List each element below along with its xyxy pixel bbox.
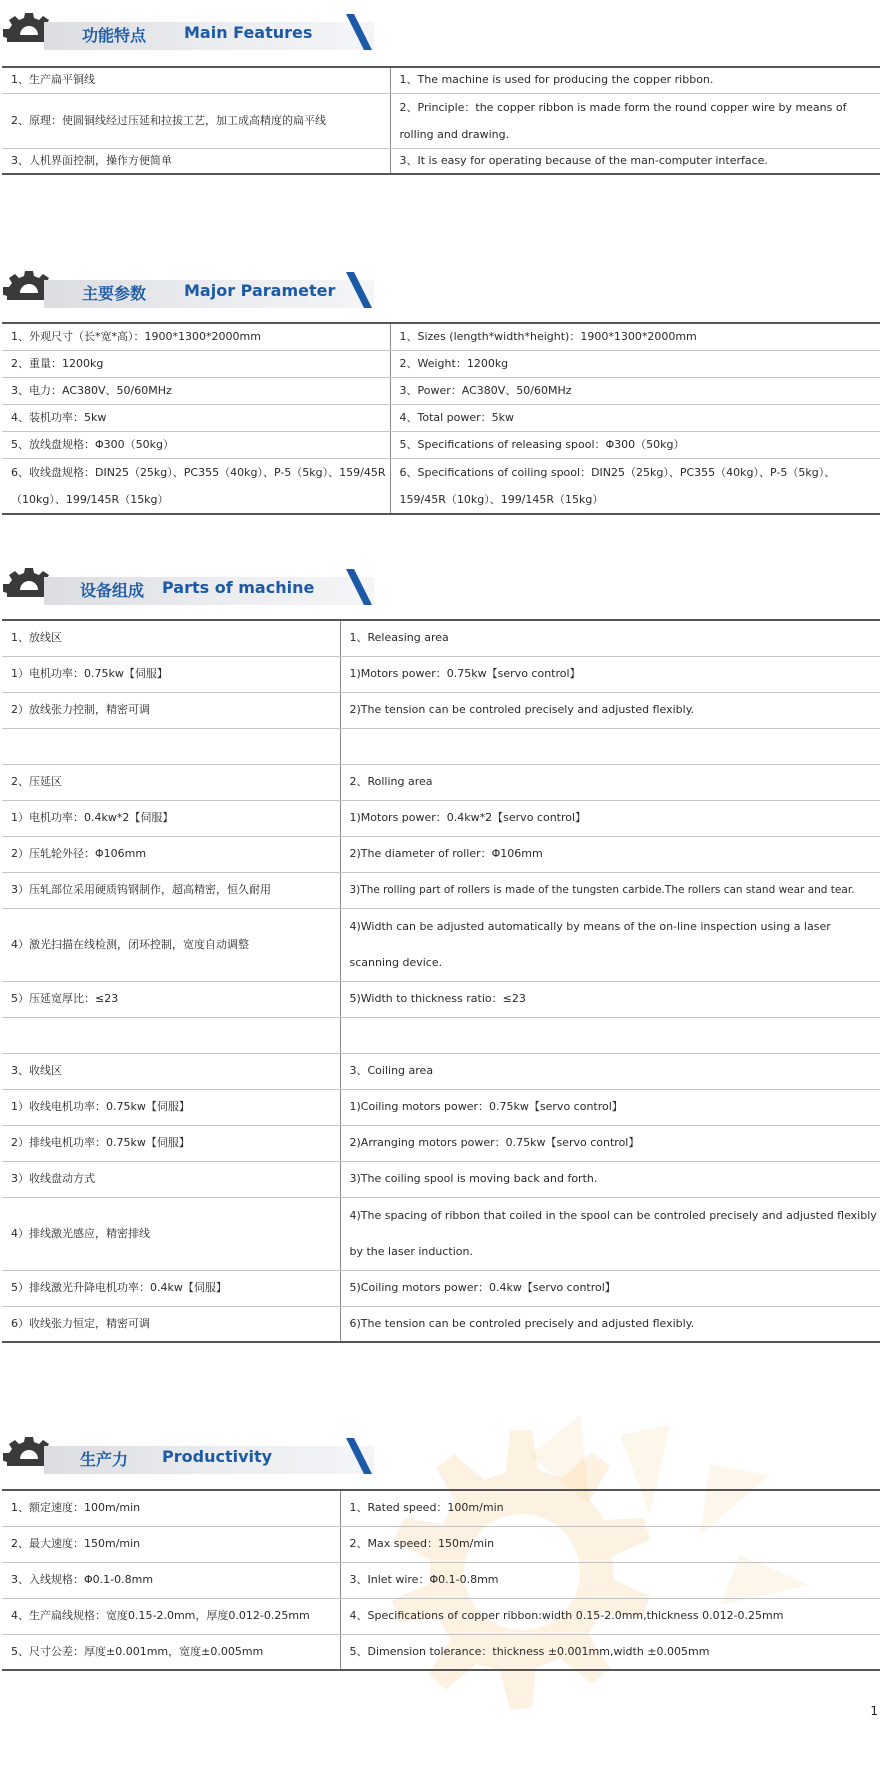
cell-en: 1、Sizes (length*width*height)：1900*1300*2000mm [390,323,880,350]
cell-cn: 6、收线盘规格：DIN25（25kg）、PC355（40kg）、P-5（5kg）、159/45R（10kg）、199/145R（15kg） [2,458,390,514]
cell-cn: 3）压轧部位采用硬质钨钢制作，超高精密，恒久耐用 [2,872,340,908]
table-row [2,404,880,431]
cell-cn: 6）收线张力恒定，精密可调 [2,1306,340,1342]
section-title-cn: 功能特点 [82,26,147,45]
cell-en: 6)The tension can be controled precisely and adjusted flexibly. [340,1306,880,1342]
cell-cn: 5）压延宽厚比：≤23 [2,981,340,1017]
productivity-table [2,1489,880,1671]
cell-cn: 2、压延区 [2,764,340,800]
table-row [2,656,880,692]
table-row [2,67,880,93]
cell-cn [2,728,340,764]
table-row [2,908,880,981]
section-title-en: Parts of machine [162,578,315,597]
cell-cn: 5、尺寸公差：厚度±0.001mm，宽度±0.005mm [2,1634,340,1670]
table-row [2,620,880,656]
table-row [2,377,880,404]
table-row [2,1197,880,1270]
table-row [2,1161,880,1197]
cell-cn: 3、收线区 [2,1053,340,1089]
slash-accent-icon [346,569,372,607]
cell-cn: 1、生产扁平铜线 [2,67,390,93]
table-row [2,836,880,872]
slash-accent-icon [346,1438,372,1476]
cell-en: 3、Inlet wire：Φ0.1-0.8mm [340,1562,880,1598]
cell-en: 1、Releasing area [340,620,880,656]
table-row [2,1053,880,1089]
table-row [2,1089,880,1125]
table-row [2,1634,880,1670]
table-row [2,323,880,350]
cell-cn: 1）收线电机功率：0.75kw【伺服】 [2,1089,340,1125]
slash-accent-icon [346,272,372,310]
cell-cn: 3）收线盘动方式 [2,1161,340,1197]
table-row [2,1526,880,1562]
features-table [2,66,880,175]
cell-cn: 4）排线激光感应，精密排线 [2,1197,340,1270]
cell-cn: 2、原理：使圆铜线经过压延和拉拔工艺，加工成高精度的扁平线 [2,93,390,148]
table-row [2,148,880,174]
cell-en: 1、Rated speed：100m/min [340,1490,880,1526]
cell-en: 5、Specifications of releasing spool：Φ300（50kg） [390,431,880,458]
section-title-cn: 主要参数 [82,284,147,303]
cell-en: 6、Specifications of coiling spool：DIN25（25kg）、PC355（40kg）、P-5（5kg）、159/45R（10kg）、199/145R（15kg） [390,458,880,514]
table-row [2,1490,880,1526]
section-title-en: Main Features [184,23,313,42]
section-header-parts [0,567,880,611]
cell-cn: 2、最大速度：150m/min [2,1526,340,1562]
cell-en: 4、Specifications of copper ribbon:width 0.15-2.0mm,thickness 0.012-0.25mm [340,1598,880,1634]
cell-en: 4、Total power：5kw [390,404,880,431]
cell-cn [2,1017,340,1053]
cell-cn: 1、额定速度：100m/min [2,1490,340,1526]
cell-en: 1、The machine is used for producing the copper ribbon. [390,67,880,93]
cell-en: 3)The rolling part of rollers is made of the tungsten carbide.The rollers can stand wear and tear. [340,872,880,908]
table-row [2,1306,880,1342]
cell-en: 5)Width to thickness ratio：≤23 [340,981,880,1017]
cell-en [340,1017,880,1053]
cell-en: 2、Max speed：150m/min [340,1526,880,1562]
cell-cn: 3、电力：AC380V、50/60MHz [2,377,390,404]
cell-en: 4)The spacing of ribbon that coiled in the spool can be controled precisely and adjusted flexibly by the laser induction. [340,1197,880,1270]
cell-cn: 4、生产扁线规格：宽度0.15-2.0mm，厚度0.012-0.25mm [2,1598,340,1634]
slash-accent-icon [346,14,372,52]
section-title-cn: 设备组成 [80,581,145,600]
table-row [2,1017,880,1053]
table-row [2,800,880,836]
cell-cn: 1）电机功率：0.4kw*2【伺服】 [2,800,340,836]
cell-en: 2)Arranging motors power：0.75kw【servo control】 [340,1125,880,1161]
page-number: 1 [870,1704,878,1718]
section-title-cn: 生产力 [80,1450,129,1469]
cell-cn: 2）排线电机功率：0.75kw【伺服】 [2,1125,340,1161]
cell-en: 5)Coiling motors power：0.4kw【servo control】 [340,1270,880,1306]
table-row [2,981,880,1017]
cell-cn: 2、重量：1200kg [2,350,390,377]
section-header-features [0,12,880,56]
cell-cn: 1、外观尺寸（长*宽*高）：1900*1300*2000mm [2,323,390,350]
cell-cn: 2）压轧轮外径：Φ106mm [2,836,340,872]
cell-cn: 4）激光扫描在线检测，闭环控制，宽度自动调整 [2,908,340,981]
table-row [2,350,880,377]
cell-en: 2、Weight：1200kg [390,350,880,377]
cell-en: 2、Principle：the copper ribbon is made form the round copper wire by means of rolling and drawing. [390,93,880,148]
cell-cn: 5、放线盘规格：Φ300（50kg） [2,431,390,458]
table-row [2,431,880,458]
table-row [2,1125,880,1161]
table-row [2,1598,880,1634]
cell-cn: 4、装机功率：5kw [2,404,390,431]
table-row [2,93,880,148]
table-row [2,1270,880,1306]
cell-en [340,728,880,764]
table-row [2,692,880,728]
cell-en: 1)Motors power：0.4kw*2【servo control】 [340,800,880,836]
table-row [2,764,880,800]
params-table [2,322,880,515]
cell-cn: 5）排线激光升降电机功率：0.4kw【伺服】 [2,1270,340,1306]
cell-cn: 3、人机界面控制，操作方便简单 [2,148,390,174]
cell-cn: 2）放线张力控制，精密可调 [2,692,340,728]
cell-en: 3、Coiling area [340,1053,880,1089]
cell-en: 2)The diameter of roller：Φ106mm [340,836,880,872]
cell-cn: 3、入线规格：Φ0.1-0.8mm [2,1562,340,1598]
table-row [2,728,880,764]
cell-cn: 1、放线区 [2,620,340,656]
cell-en: 1)Motors power：0.75kw【servo control】 [340,656,880,692]
cell-en: 3、It is easy for operating because of the man-computer interface. [390,148,880,174]
cell-en: 1)Coiling motors power：0.75kw【servo control】 [340,1089,880,1125]
cell-en: 5、Dimension tolerance：thickness ±0.001mm,width ±0.005mm [340,1634,880,1670]
section-title-en: Major Parameter [184,281,336,300]
table-row [2,458,880,514]
cell-en: 3)The coiling spool is moving back and forth. [340,1161,880,1197]
parts-table [2,619,880,1343]
cell-en: 4)Width can be adjusted automatically by means of the on-line inspection using a laser scanning device. [340,908,880,981]
section-header-params [0,270,880,314]
table-row [2,872,880,908]
cell-en: 3、Power：AC380V、50/60MHz [390,377,880,404]
section-header-productivity [0,1436,880,1480]
cell-en: 2、Rolling area [340,764,880,800]
table-row [2,1562,880,1598]
cell-cn: 1）电机功率：0.75kw【伺服】 [2,656,340,692]
cell-en: 2)The tension can be controled precisely and adjusted flexibly. [340,692,880,728]
section-title-en: Productivity [162,1447,273,1466]
